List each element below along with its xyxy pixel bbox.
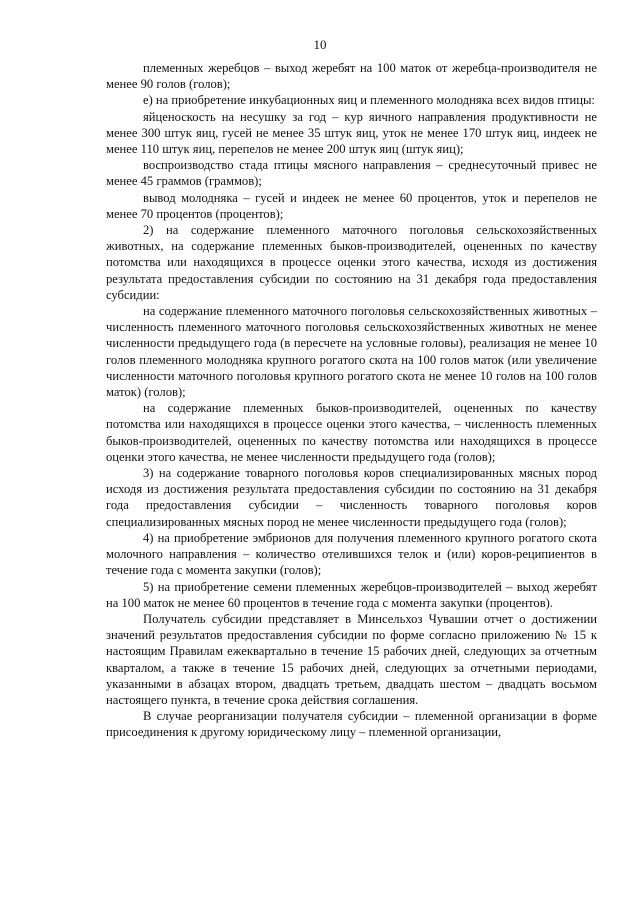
paragraph-breeding-stock: 2) на содержание племенного маточного поголовья сельскохозяйственных животных, на содержание племенных быков-производителей, оцененных по качеству потомства или находящихся в процессе оценки этого качества, исходя из достижения результата предоставления субсидии по состоянию на 31 декабря года предоставления субсидии: xyxy=(106,223,597,302)
paragraph-breeding-bulls: на содержание племенных быков-производителей, оцененных по качеству потомства или находящихся в процессе оценки этого качества, – численность племенных быков-производителей, оцененных по качеству потомства или находящихся в процессе оценки этого качества, не менее численности предыдущего года (голов); xyxy=(106,401,597,464)
paragraph-horse-continuation: племенных жеребцов – выход жеребят на 100 маток от жеребца-производителя не менее 90 голов (голов); xyxy=(106,61,597,92)
paragraph-reporting: Получатель субсидии представляет в Минсельхоз Чувашии отчет о достижении значений результатов предоставления субсидии по форме согласно приложению № 15 к настоящим Правилам ежеквартально в течение 15 рабочих дней, следующих за отчетным кварталом, а также в течение 15 рабочих дней, следующих за отчетными периодами, указанными в абзацах втором, двадцать третьем, двадцать шестом – двадцать восьмом настоящего пункта, в течение срока действия соглашения. xyxy=(106,611,597,707)
paragraph-maternal-stock: на содержание племенного маточного поголовья сельскохозяйственных животных – численность племенного маточного поголовья сельскохозяйственных животных не менее численности предыдущего года (в пересчете на условные головы), реализация не менее 10 голов племенного молодняка крупного рогатого скота на 100 голов маток (или увеличение численности маточного поголовья крупного рогатого скота не менее 10 голов на 100 голов маток) (голов); xyxy=(106,304,597,400)
paragraph-egg-production: яйценоскость на несушку за год – кур яичного направления продуктивности не менее 300 штук яиц, гусей не менее 35 штук яиц, уток не менее 170 штук яиц, индеек не менее 110 штук яиц, перепелов не менее 200 штук яиц (штук яиц); xyxy=(106,109,597,157)
document-body xyxy=(106,60,597,741)
page-number: 10 xyxy=(313,37,327,52)
paragraph-stallion-semen: 5) на приобретение семени племенных жеребцов-производителей – выход жеребят на 100 маток не менее 60 процентов в течение года с момента закупки (процентов). xyxy=(106,579,597,610)
paragraph-embryos: 4) на приобретение эмбрионов для получения племенного крупного рогатого скота молочного направления – количество отелившихся телок и (или) коров-реципиентов в течение года с момента закупки (голов); xyxy=(106,530,597,578)
paragraph-hatching: вывод молодняка – гусей и индеек не менее 60 процентов, уток и перепелов не менее 70 процентов (процентов); xyxy=(106,190,597,221)
paragraph-poultry-heading: е) на приобретение инкубационных яиц и племенного молодняка всех видов птицы: xyxy=(143,93,595,108)
paragraph-beef-cows: 3) на содержание товарного поголовья коров специализированных мясных пород исходя из достижения результата предоставления субсидии по состоянию на 31 декабря года предоставления субсидии – численность товарного поголовья коров специализированных мясных пород не менее численности предыдущего года (голов); xyxy=(106,466,597,529)
paragraph-meat-poultry: воспроизводство стада птицы мясного направления – среднесуточный привес не менее 45 граммов (граммов); xyxy=(106,158,597,189)
paragraph-reorganization: В случае реорганизации получателя субсидии – племенной организации в форме присоединения к другому юридическому лицу – племенной организации, xyxy=(106,709,597,740)
